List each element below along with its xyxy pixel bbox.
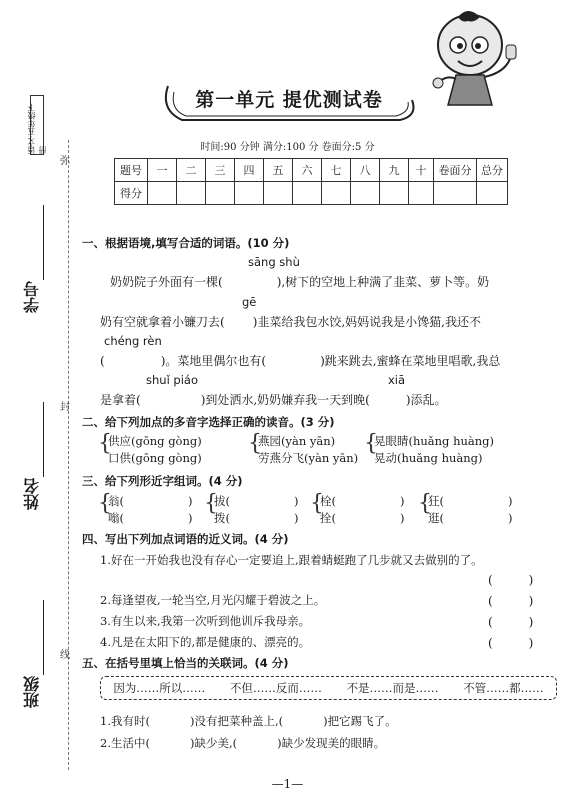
text: 嗡( xyxy=(108,511,124,525)
q1-line-1 xyxy=(110,273,489,290)
option[interactable]: 劳燕分飞(yàn yān) xyxy=(258,451,359,465)
pinyin: sāng shù xyxy=(248,255,300,269)
score-input[interactable] xyxy=(477,182,508,205)
exam-meta: 时间:90 分钟 满分:100 分 卷面分:5 分 xyxy=(200,142,375,153)
table-cell: 二 xyxy=(177,159,206,182)
answer-blank[interactable]: ( ) xyxy=(488,636,534,650)
text: 1.我有时( xyxy=(100,714,150,728)
score-input[interactable] xyxy=(434,182,477,205)
score-input[interactable] xyxy=(148,182,177,205)
text: 栓( xyxy=(320,494,336,508)
brace: { xyxy=(204,491,218,516)
text: 拴( xyxy=(320,511,336,525)
word-bank-option[interactable]: 因为……所以…… xyxy=(113,681,206,695)
q2-group-1[interactable] xyxy=(108,433,202,467)
brace: { xyxy=(364,431,378,456)
score-input[interactable] xyxy=(409,182,434,205)
table-cell: 八 xyxy=(351,159,380,182)
pinyin: chéng rèn xyxy=(104,334,162,348)
text: 奶有空就拿着小镰刀去( xyxy=(100,315,225,329)
q2-heading: 二、给下列加点的多音字选择正确的读音。(3 分) xyxy=(82,415,335,429)
table-cell: 十 xyxy=(409,159,434,182)
word-bank-option[interactable]: 不是……而是…… xyxy=(346,681,439,695)
text: )把它踢飞了。 xyxy=(323,714,397,728)
answer-blank[interactable]: ( ) xyxy=(488,615,534,629)
text: 是拿着( xyxy=(100,393,141,407)
answer-blank[interactable]: ( ) xyxy=(488,594,534,608)
class-label: 班级 xyxy=(22,676,42,708)
q5-item-1 xyxy=(100,713,397,729)
brace: { xyxy=(98,431,112,456)
word-bank xyxy=(100,676,557,700)
q5-heading: 五、在括号里填上恰当的关联词。(4 分) xyxy=(82,656,289,670)
q2-group-3[interactable] xyxy=(374,433,494,467)
q4-item-4: 4.凡是在太阳下的,都是健康的、漂亮的。 xyxy=(100,635,311,649)
score-table xyxy=(114,158,508,205)
score-input[interactable] xyxy=(380,182,409,205)
text: 拨( xyxy=(214,511,230,525)
seal-mark-2: 封 xyxy=(60,402,70,413)
text: )缺少美,( xyxy=(189,736,238,750)
option[interactable]: 燕园(yàn yān) xyxy=(258,434,336,448)
text: )到处洒水,奶奶嫌弃我一天到晚( xyxy=(200,393,370,407)
table-cell: 得分 xyxy=(115,182,148,205)
table-cell: 七 xyxy=(322,159,351,182)
q3-heading: 三、给下列形近字组词。(4 分) xyxy=(82,474,243,488)
q3-group-3[interactable]: 栓( ) 拴( ) xyxy=(320,494,405,525)
book-tag: 语文·五年级下册 xyxy=(30,95,44,155)
q3-group-2[interactable]: 拔( ) 拨( ) xyxy=(214,494,299,525)
score-input[interactable] xyxy=(177,182,206,205)
option[interactable]: 晃眼睛(huǎng huàng) xyxy=(374,434,495,448)
q4-item-3: 3.有生以来,我第一次听到他训斥我母亲。 xyxy=(100,614,311,628)
text: )缺少发现美的眼睛。 xyxy=(277,736,386,750)
score-input[interactable] xyxy=(235,182,264,205)
score-input[interactable] xyxy=(206,182,235,205)
table-cell: 四 xyxy=(235,159,264,182)
text: 狂( xyxy=(428,494,444,508)
word-bank-option[interactable]: 不管……都…… xyxy=(463,681,544,695)
text: )添乱。 xyxy=(405,393,447,407)
text: 翁( xyxy=(108,494,124,508)
text: 2.生活中( xyxy=(100,736,150,750)
table-cell: 九 xyxy=(380,159,409,182)
student-id-line xyxy=(43,205,44,280)
score-input[interactable] xyxy=(293,182,322,205)
text: )韭菜给我包水饺,妈妈说我是小馋猫,我还不 xyxy=(252,315,481,329)
text: )。菜地里偶尔也有( xyxy=(160,354,267,368)
text: ),树下的空地上种满了韭菜、萝卜等。奶 xyxy=(276,275,490,289)
option[interactable]: 晃动(huǎng huàng) xyxy=(374,451,483,465)
option[interactable]: 口供(gōng gòng) xyxy=(108,451,202,465)
class-line xyxy=(43,600,44,675)
name-line xyxy=(43,402,44,477)
pinyin: xiā xyxy=(388,373,406,387)
table-cell: 题号 xyxy=(115,159,148,182)
table-cell: 三 xyxy=(206,159,235,182)
text: )没有把菜种盖上,( xyxy=(189,714,284,728)
q1-line-4 xyxy=(100,391,447,408)
table-cell: 卷面分 xyxy=(434,159,477,182)
brace: { xyxy=(310,491,324,516)
name-label: 姓名 xyxy=(22,478,42,510)
table-cell: 五 xyxy=(264,159,293,182)
text: ( xyxy=(100,354,105,368)
score-input[interactable] xyxy=(322,182,351,205)
student-id-field[interactable] xyxy=(12,205,52,315)
text: )跳来跳去,蜜蜂在菜地里唱歌,我总 xyxy=(320,354,501,368)
answer-blank[interactable]: ( ) xyxy=(488,573,534,587)
page-title: 第一单元 提优测试卷 xyxy=(195,89,383,111)
table-cell: 总分 xyxy=(477,159,508,182)
table-row xyxy=(115,159,508,182)
name-field[interactable] xyxy=(12,402,52,512)
q4-item-1: 1.好在一开始我也没有存心一定要追上,跟着蜻蜓跑了几步就又去做别的了。 xyxy=(100,553,483,567)
q1-line-3 xyxy=(100,352,500,369)
option[interactable]: 供应(gōng gòng) xyxy=(108,434,202,448)
table-row xyxy=(115,182,508,205)
table-cell: 一 xyxy=(148,159,177,182)
pinyin: gē xyxy=(242,295,257,309)
q4-heading: 四、写出下列加点词语的近义词。(4 分) xyxy=(82,532,289,546)
pinyin: shuǐ piáo xyxy=(146,373,198,387)
seal-mark-3: 线 xyxy=(60,650,70,661)
text: 拔( xyxy=(214,494,230,508)
table-cell: 六 xyxy=(293,159,322,182)
seal-line xyxy=(68,140,69,770)
seal-mark-1: 弥 xyxy=(60,156,70,167)
q3-group-4[interactable]: 狂( ) 逛( ) xyxy=(428,494,513,525)
class-field[interactable] xyxy=(12,600,52,710)
q2-group-2[interactable] xyxy=(258,433,358,467)
mascot-image xyxy=(418,5,528,119)
page-number: —1— xyxy=(271,777,304,791)
score-input[interactable] xyxy=(351,182,380,205)
brace: { xyxy=(98,491,112,516)
brace: { xyxy=(248,431,262,456)
word-bank-option[interactable]: 不但……反而…… xyxy=(229,681,322,695)
q1-heading: 一、根据语境,填写合适的词语。(10 分) xyxy=(82,236,290,250)
score-input[interactable] xyxy=(264,182,293,205)
brace: { xyxy=(418,491,432,516)
q5-item-2 xyxy=(100,735,385,751)
student-id-label: 学号 xyxy=(22,281,42,313)
text: 奶奶院子外面有一棵( xyxy=(110,275,223,289)
text: 逛( xyxy=(428,511,444,525)
q3-group-1[interactable]: 翁( ) 嗡( ) xyxy=(108,494,193,525)
q4-item-2: 2.每逢望夜,一轮当空,月光闪耀于碧波之上。 xyxy=(100,593,326,607)
q1-line-2 xyxy=(100,313,481,330)
